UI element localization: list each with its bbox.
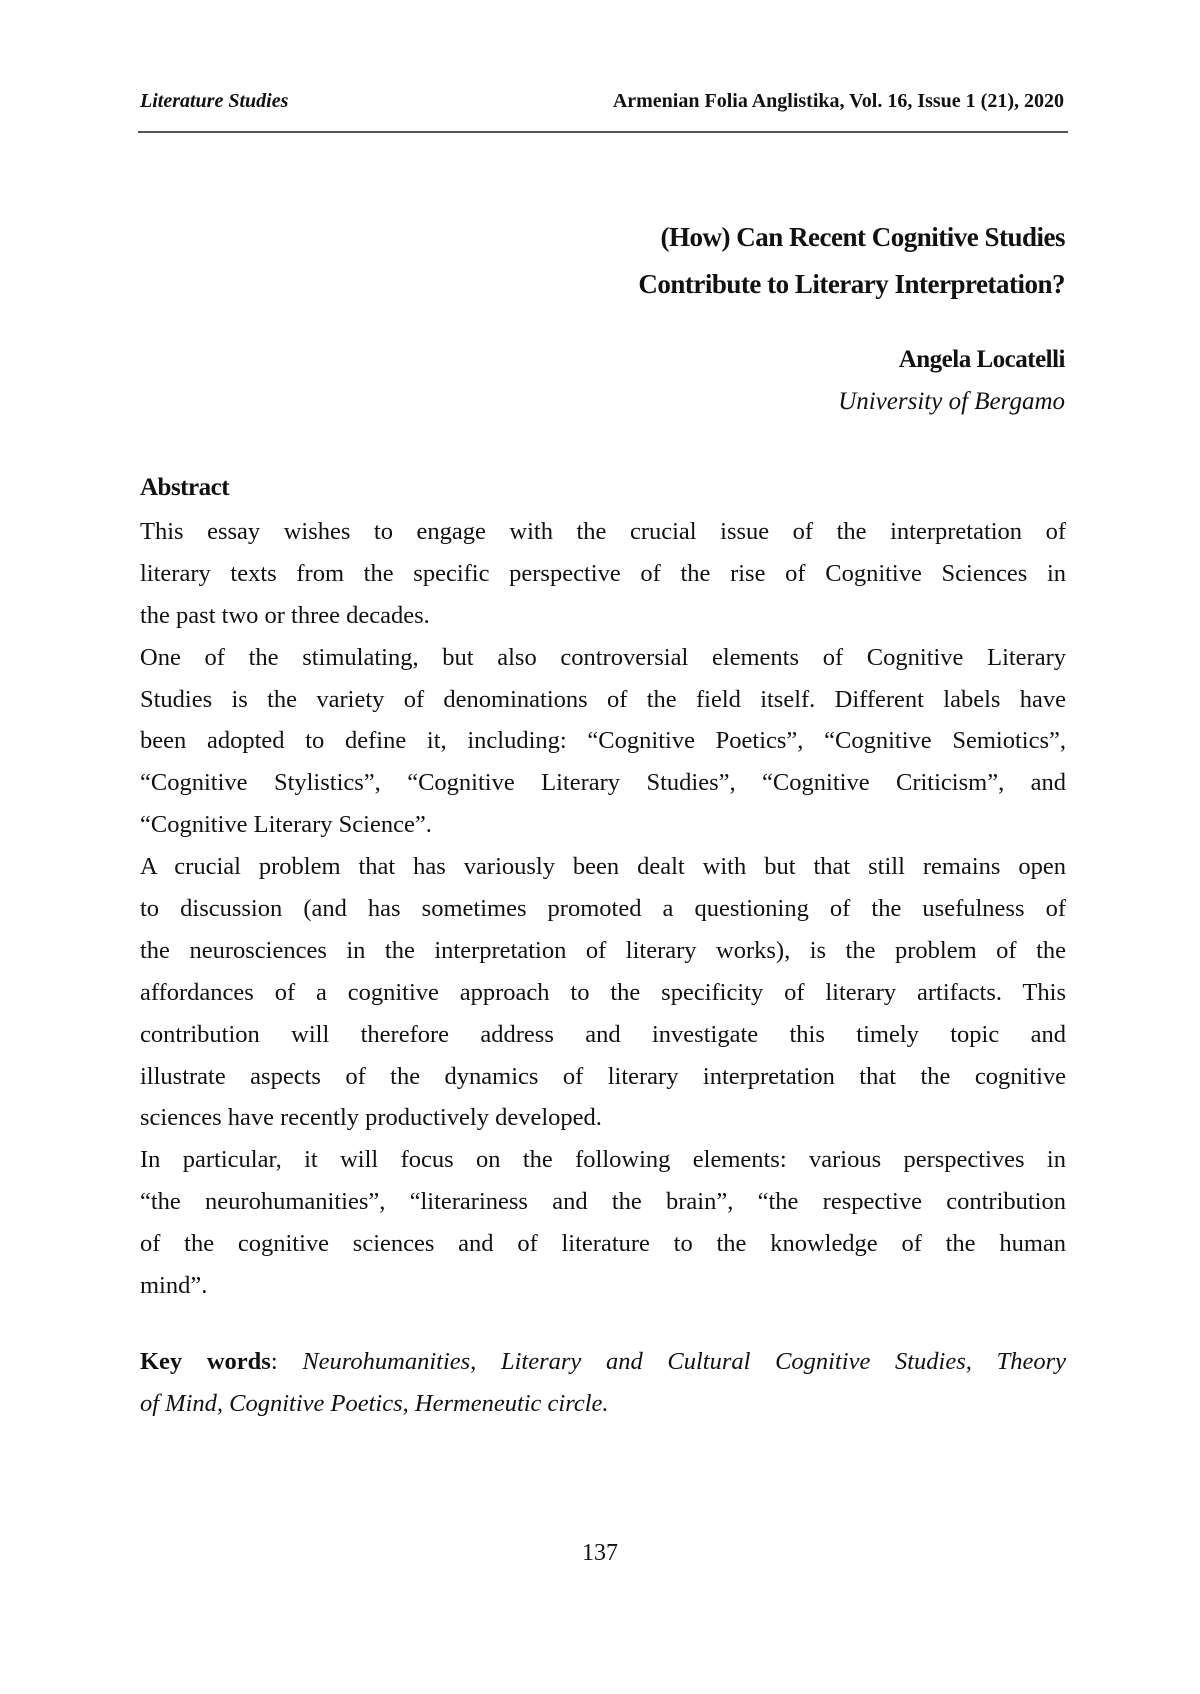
abstract-heading: Abstract [140,474,229,502]
text-line: been adopted to define it, including: “Cognitive Poetics”, “Cognitive Semiotics”, [140,720,1066,762]
text-line: In particular, it will focus on the following elements: various perspectives in [140,1139,1066,1181]
header-rule [138,131,1068,133]
text-line: to discussion (and has sometimes promoted a questioning of the usefulness of [140,888,1066,930]
title-line: (How) Can Recent Cognitive Studies [638,214,1065,261]
text-line: affordances of a cognitive approach to the specificity of literary artifacts. This [140,972,1066,1014]
abstract-paragraph [140,511,1066,637]
text-line: the past two or three decades. [140,595,1066,637]
abstract-paragraph [140,637,1066,846]
title-line: Contribute to Literary Interpretation? [638,261,1065,308]
text-line: This essay wishes to engage with the crucial issue of the interpretation of [140,511,1066,553]
keywords-text: of Mind, Cognitive Poetics, Hermeneutic circle. [140,1390,609,1417]
text-line: mind”. [140,1265,1066,1307]
text-line: of the cognitive sciences and of literature to the knowledge of the human [140,1223,1066,1265]
author-name: Angela Locatelli [899,346,1065,374]
keywords [140,1341,1066,1425]
keywords-label: Key words [140,1348,271,1375]
keywords-line [140,1341,1066,1383]
page-number: 137 [0,1540,1200,1567]
running-header-journal: Armenian Folia Anglistika, Vol. 16, Issue 1 (21), 2020 [613,90,1064,113]
author-affiliation: University of Bergamo [838,388,1065,416]
keywords-text: Neurohumanities, Literary and Cultural Cognitive Studies, Theory [302,1348,1066,1375]
text-line: Studies is the variety of denominations of the field itself. Different labels have [140,679,1066,721]
keywords-line [140,1383,1066,1425]
running-header-section: Literature Studies [140,90,288,113]
text-line: literary texts from the specific perspective of the rise of Cognitive Sciences in [140,553,1066,595]
abstract-paragraph [140,1139,1066,1307]
keywords-separator: : [271,1348,302,1375]
text-line: the neurosciences in the interpretation of literary works), is the problem of the [140,930,1066,972]
abstract-paragraph [140,846,1066,1139]
text-line: One of the stimulating, but also controversial elements of Cognitive Literary [140,637,1066,679]
abstract-body [140,511,1066,1307]
text-line: “Cognitive Stylistics”, “Cognitive Literary Studies”, “Cognitive Criticism”, and [140,762,1066,804]
article-title [638,214,1065,308]
text-line: A crucial problem that has variously been dealt with but that still remains open [140,846,1066,888]
text-line: “the neurohumanities”, “literariness and the brain”, “the respective contribution [140,1181,1066,1223]
text-line: illustrate aspects of the dynamics of literary interpretation that the cognitive [140,1056,1066,1098]
text-line: contribution will therefore address and investigate this timely topic and [140,1014,1066,1056]
text-line: “Cognitive Literary Science”. [140,804,1066,846]
text-line: sciences have recently productively developed. [140,1097,1066,1139]
